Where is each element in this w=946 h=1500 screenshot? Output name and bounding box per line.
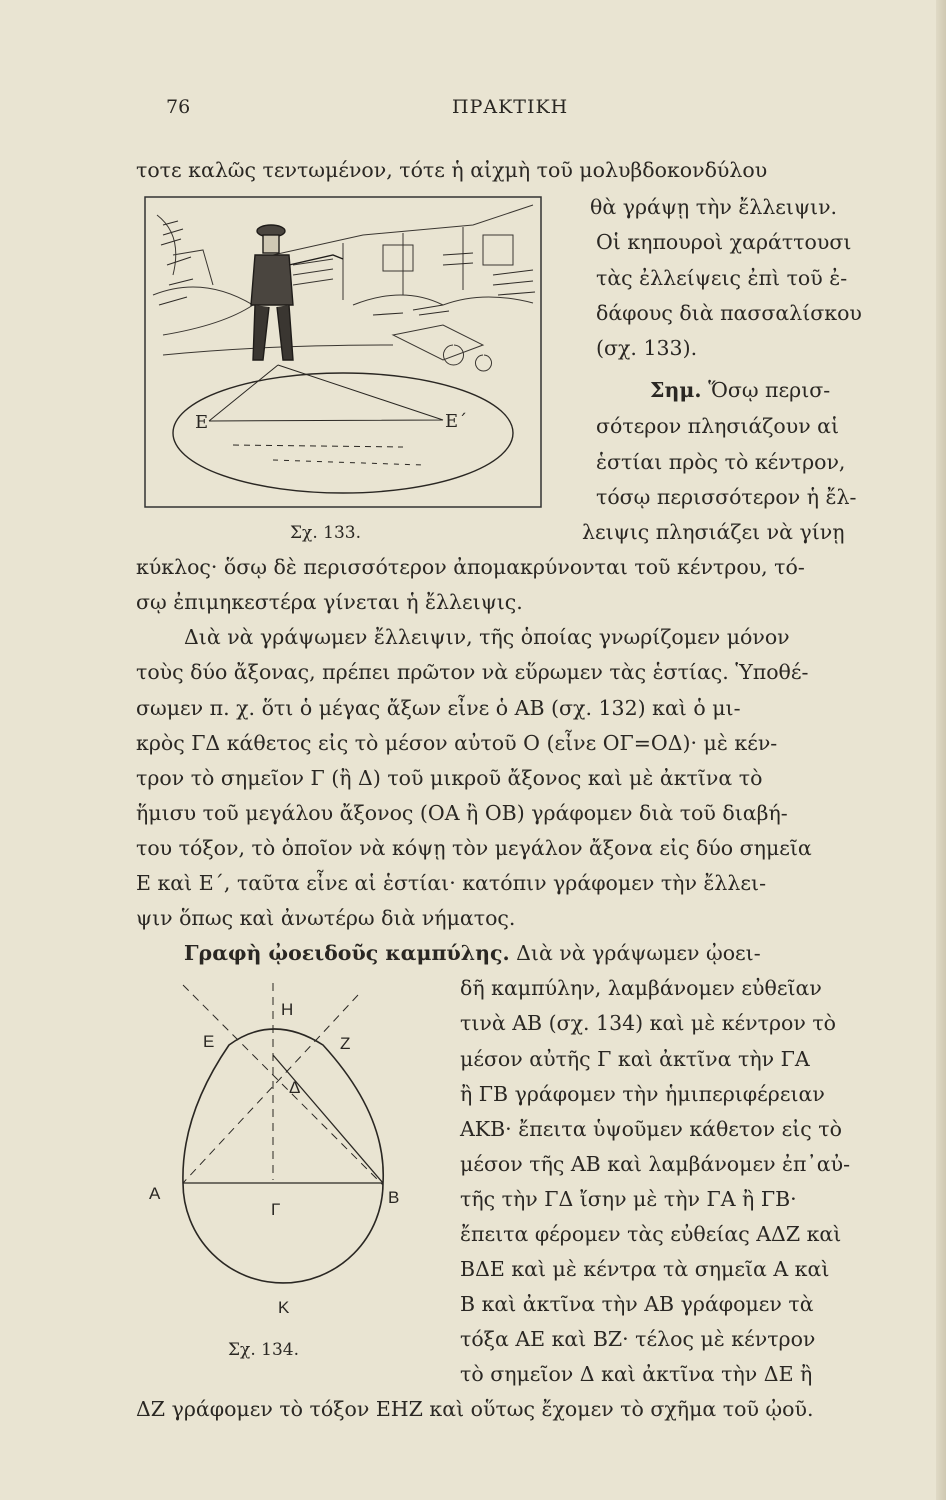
caption-fig133: Σχ. 133.	[290, 523, 361, 543]
fig134-label-d: Δ	[289, 1078, 301, 1097]
text-line: ΔΖ γράφομεν τὸ τόξον ΕΗΖ καὶ οὕτως ἔχομεν τὸ σχῆμα τοῦ ᾠοῦ.	[136, 1397, 814, 1421]
text-line: δῆ καμπύλην, λαμβάνομεν εὐθεῖαν	[460, 976, 822, 1000]
text-line: ΑΚΒ· ἔπειτα ὑψοῦμεν κάθετον εἰς τὸ	[460, 1117, 842, 1141]
text-line: ἑστίαι πρὸς τὸ κέντρον,	[596, 450, 846, 474]
text-line: ΒΔΕ καὶ μὲ κέντρα τὰ σημεῖα Α καὶ	[460, 1257, 830, 1281]
fig134-label-z: Ζ	[340, 1034, 351, 1053]
text-line: τινὰ ΑΒ (σχ. 134) καὶ μὲ κέντρον τὸ	[460, 1011, 837, 1035]
running-title: ΠΡΑΚΤΙΚΗ	[452, 96, 569, 118]
text-line: τόξα ΑΕ καὶ ΒΖ· τέλος μὲ κέντρον	[460, 1327, 816, 1351]
text-line: τῆς τὴν ΓΔ ἴσην μὲ τὴν ΓΑ ἢ ΓΒ·	[460, 1187, 797, 1211]
text-line: μέσον τῆς ΑΒ καὶ λαμβάνομεν ἐπ᾽αὐ-	[460, 1152, 851, 1176]
text-line: κύκλος· ὅσῳ δὲ περισσότερον ἀπομακρύνονται τοῦ κέντρου, τό-	[136, 555, 805, 579]
text-line: λειψις πλησιάζει νὰ γίνῃ	[582, 520, 845, 544]
text-line: σῳ ἐπιμηκεστέρα γίνεται ἡ ἔλλειψις.	[136, 590, 523, 614]
text-line: τοὺς δύο ἄξονας, πρέπει πρῶτον νὰ εὕρωμεν τὰς ἑστίας. Ὑποθέ-	[136, 660, 809, 684]
text-line: δάφους διὰ πασσαλίσκου	[596, 301, 862, 325]
figure-133	[143, 195, 545, 513]
text-line: θὰ γράψῃ τὴν ἔλλειψιν.	[590, 195, 838, 219]
text-line: τοτε καλῶς τεντωμένον, τότε ἡ αἰχμὴ τοῦ μολυβδοκονδύλου	[136, 158, 768, 182]
figure-134	[143, 975, 425, 1335]
text-line: Διὰ νὰ γράψωμεν ἔλλειψιν, τῆς ὁποίας γνωρίζομεν μόνον	[184, 625, 790, 649]
fig134-label-k: Κ	[278, 1298, 290, 1317]
text-line: Σημ. Ὅσῳ περισ-	[650, 378, 831, 402]
text-line: ψιν ὅπως καὶ ἀνωτέρω διὰ νήματος.	[136, 906, 516, 930]
text-line: του τόξον, τὸ ὁποῖον νὰ κόψῃ τὸν μεγάλον ἄξονα εἰς δύο σημεῖα	[136, 836, 812, 860]
note-label: Σημ.	[650, 378, 702, 402]
fig134-label-a: Α	[149, 1184, 161, 1203]
fig133-label-e: E	[195, 412, 209, 433]
text-line: Β καὶ ἀκτῖνα τὴν ΑΒ γράφομεν τὰ	[460, 1292, 814, 1316]
fig134-label-h: Η	[281, 1000, 294, 1019]
caption-fig134: Σχ. 134.	[228, 1340, 299, 1360]
page-edge	[936, 0, 946, 1500]
fig133-label-e-prime: E΄	[445, 411, 468, 432]
text-line: κρὸς ΓΔ κάθετος εἰς τὸ μέσον αὐτοῦ Ο (εἶνε ΟΓ=ΟΔ)· μὲ κέν-	[136, 731, 778, 755]
text-line: τὰς ἐλλείψεις ἐπὶ τοῦ ἐ-	[596, 266, 848, 290]
fig134-label-e: Ε	[203, 1032, 215, 1051]
text-line: τὸ σημεῖον Δ καὶ ἀκτῖνα τὴν ΔΕ ἢ	[460, 1362, 813, 1386]
text-line: σωμεν π. χ. ὅτι ὁ μέγας ἄξων εἶνε ὁ ΑΒ (σχ. 132) καὶ ὁ μι-	[136, 696, 741, 720]
text-line: τρον τὸ σημεῖον Γ (ἢ Δ) τοῦ μικροῦ ἄξονος καὶ μὲ ἀκτῖνα τὸ	[136, 766, 763, 790]
text-line: ἔπειτα φέρομεν τὰς εὐθείας ΑΔΖ καὶ	[460, 1222, 842, 1246]
section-heading: Γραφὴ ᾠοειδοῦς καμπύλης.	[184, 941, 510, 965]
text-line: τόσῳ περισσότερον ἡ ἔλ-	[596, 485, 857, 509]
text-line: Οἱ κηπουροὶ χαράττουσι	[596, 230, 852, 254]
text-line: Γραφὴ ᾠοειδοῦς καμπύλης. Διὰ νὰ γράψωμεν ᾠοει-	[184, 941, 761, 965]
text-line: μέσον αὐτῆς Γ καὶ ἀκτῖνα τὴν ΓΑ	[460, 1047, 810, 1071]
text-line: σότερον πλησιάζουν αἱ	[596, 414, 840, 438]
fig134-label-b: Β	[388, 1188, 400, 1207]
fig134-label-g: Γ	[271, 1200, 281, 1219]
text-line: ἥμισυ τοῦ μεγάλου ἄξονος (ΟΑ ἢ ΟΒ) γράφομεν διὰ τοῦ διαβή-	[136, 801, 788, 825]
text-line: Ε καὶ Ε΄, ταῦτα εἶνε αἱ ἑστίαι· κατόπιν γράφομεν τὴν ἔλλει-	[136, 871, 766, 895]
text-line: (σχ. 133).	[596, 336, 698, 360]
page-number: 76	[166, 96, 191, 118]
text-line: ἢ ΓΒ γράφομεν τὴν ἡμιπεριφέρειαν	[460, 1082, 825, 1106]
